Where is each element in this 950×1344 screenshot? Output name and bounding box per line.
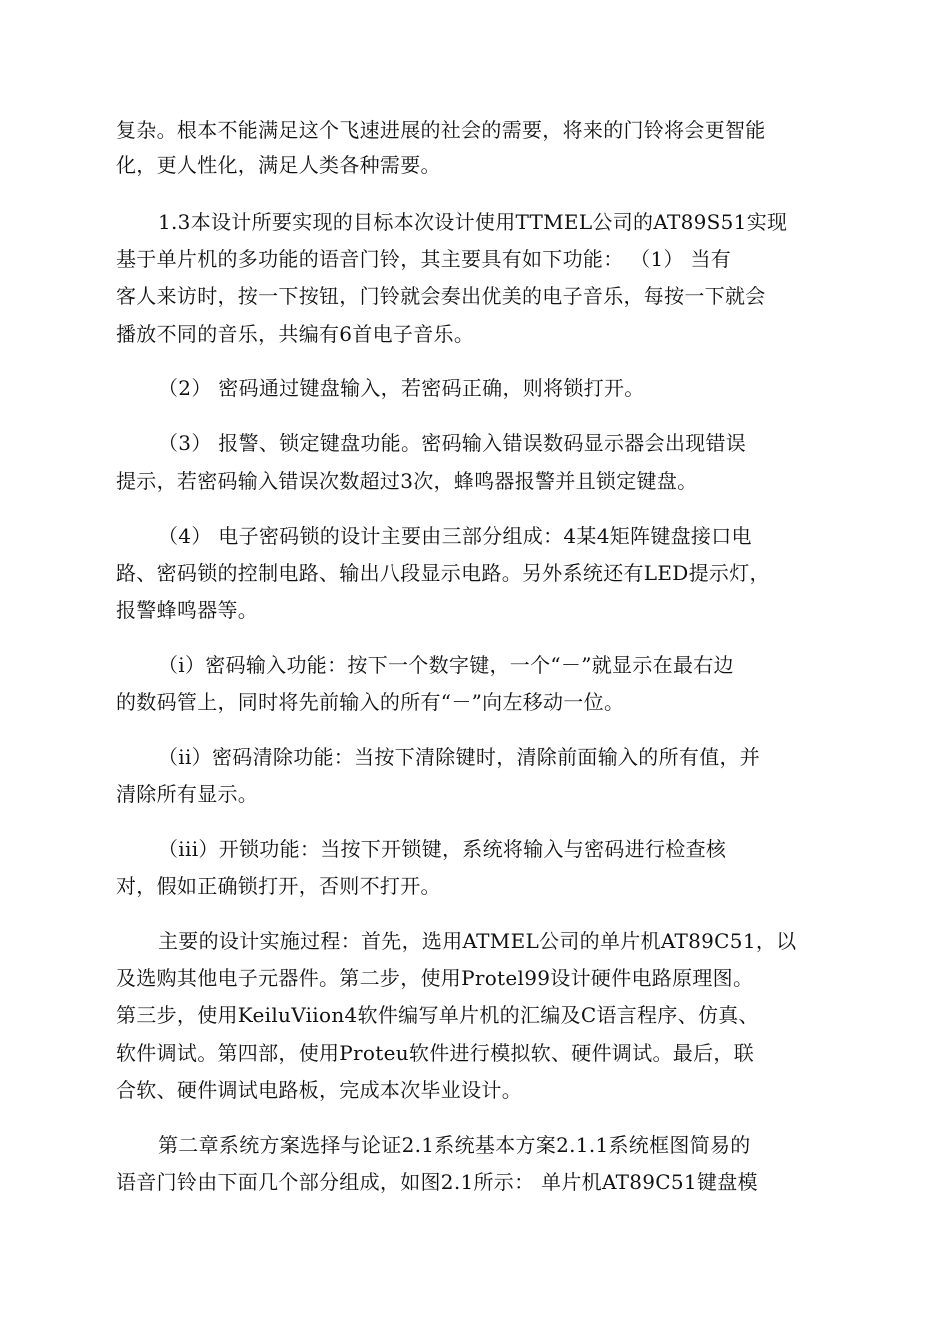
text-line: 报警蜂鸣器等。	[116, 598, 259, 622]
text-line: 软件调试。第四部，使用Proteu软件进行模拟软、硬件调试。最后，联	[116, 1041, 755, 1065]
text-line: 化，更人性化，满足人类各种需要。	[116, 153, 441, 177]
text-line: 路、密码锁的控制电路、输出八段显示电路。另外系统还有LED提示灯，	[116, 561, 770, 585]
text-line: 第二章系统方案选择与论证2.1系统基本方案2.1.1系统框图简易的	[158, 1133, 751, 1157]
text-line: 提示，若密码输入错误次数超过3次，蜂鸣器报警并且锁定键盘。	[116, 469, 698, 493]
text-line: 清除所有显示。	[116, 782, 259, 806]
text-line: 第三步，使用KeiluViion4软件编写单片机的汇编及C语言程序、仿真、	[116, 1003, 759, 1027]
text-line: （3） 报警、锁定键盘功能。密码输入错误数码显示器会出现错误	[158, 431, 747, 455]
text-line: （i）密码输入功能：按下一个数字键，一个“－”就显示在最右边	[158, 653, 734, 677]
text-line: 及选购其他电子元器件。第二步，使用Protel99设计硬件电路原理图。	[116, 966, 754, 990]
text-line: 复杂。根本不能满足这个飞速进展的社会的需要，将来的门铃将会更智能	[116, 118, 766, 142]
text-line: 客人来访时，按一下按钮，门铃就会奏出优美的电子音乐，每按一下就会	[116, 284, 766, 308]
text-line: （4） 电子密码锁的设计主要由三部分组成：4某4矩阵键盘接口电	[158, 524, 752, 548]
text-line: 1.3本设计所要实现的目标本次设计使用TTMEL公司的AT89S51实现	[158, 210, 788, 234]
text-line: 基于单片机的多功能的语音门铃，其主要具有如下功能： （1） 当有	[116, 247, 732, 271]
text-line: 播放不同的音乐，共编有6首电子音乐。	[116, 322, 475, 346]
text-line: （ii）密码清除功能：当按下清除键时，清除前面输入的所有值，并	[158, 745, 761, 769]
text-line: 合软、硬件调试电路板，完成本次毕业设计。	[116, 1078, 522, 1102]
text-line: （2） 密码通过键盘输入，若密码正确，则将锁打开。	[158, 376, 645, 400]
text-line: 主要的设计实施过程：首先，选用ATMEL公司的单片机AT89C51，以	[158, 929, 797, 953]
text-line: 的数码管上，同时将先前输入的所有“－”向左移动一位。	[116, 690, 625, 714]
text-line: 语音门铃由下面几个部分组成，如图2.1所示： 单片机AT89C51键盘模	[116, 1170, 758, 1194]
text-line: 对，假如正确锁打开，否则不打开。	[116, 874, 441, 898]
text-line: （iii）开锁功能：当按下开锁键，系统将输入与密码进行检查核	[158, 837, 727, 861]
